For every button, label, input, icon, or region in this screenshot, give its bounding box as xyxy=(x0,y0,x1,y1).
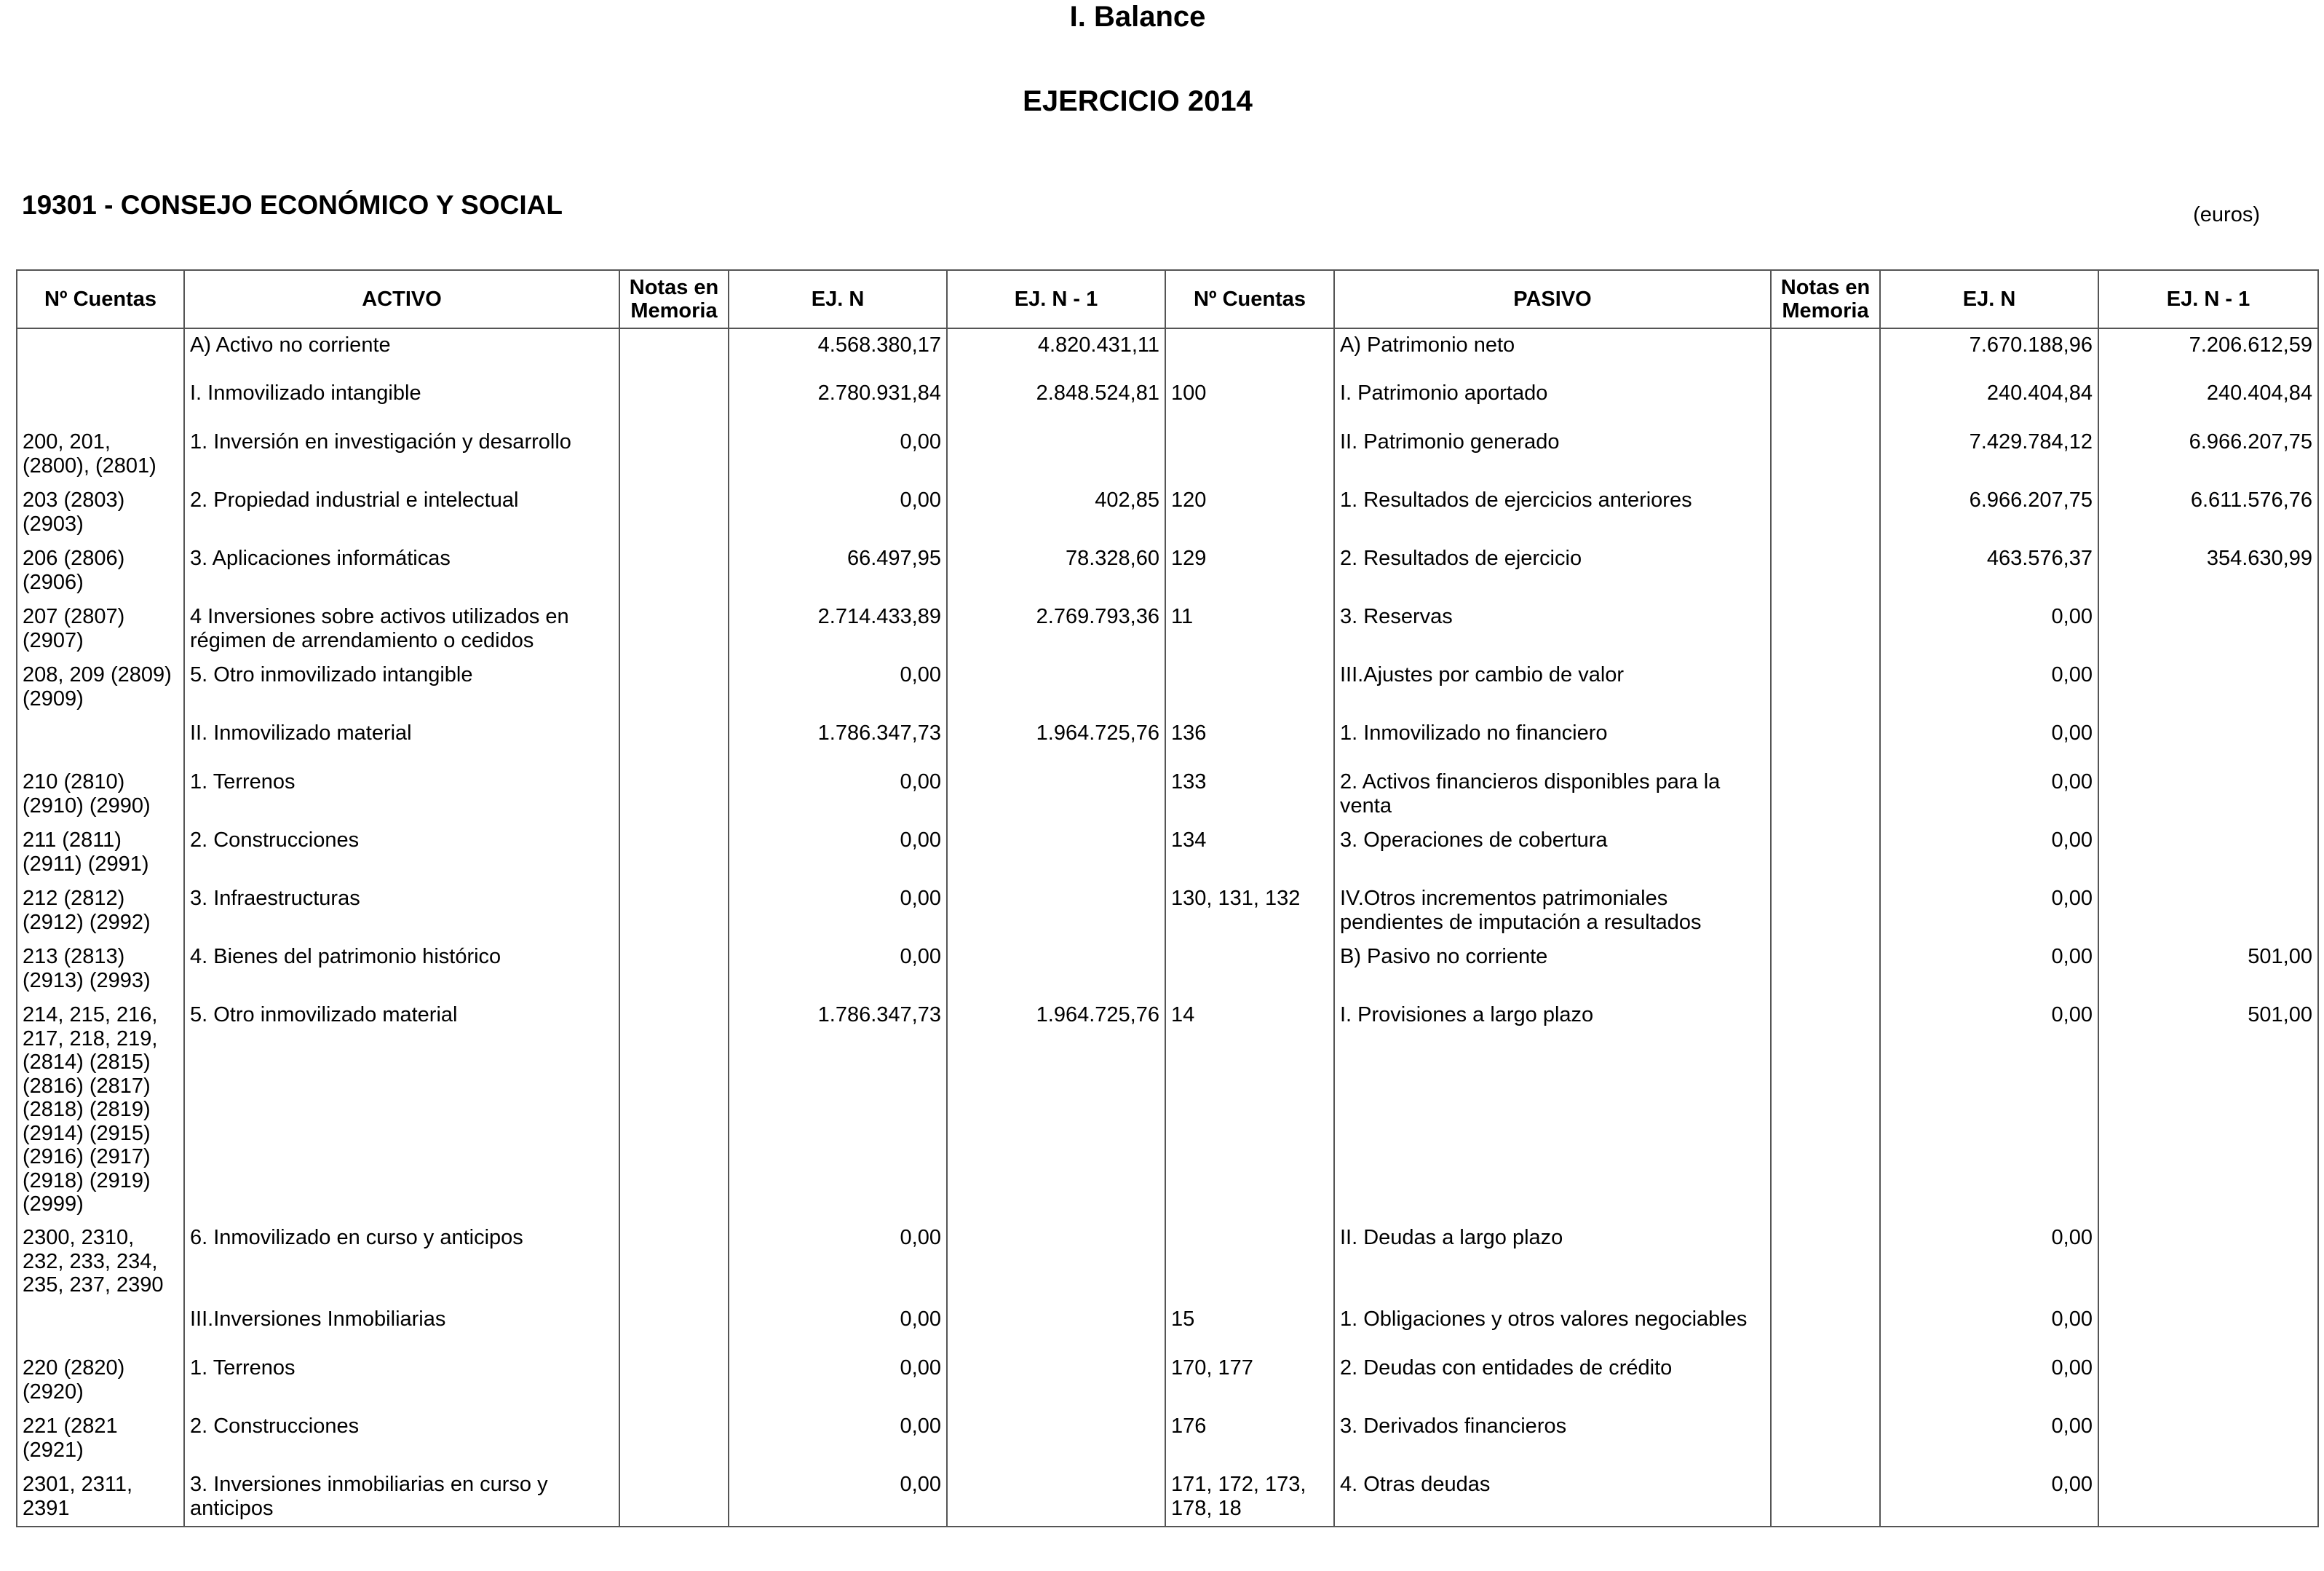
cell-cuentas-pasivo: 176 xyxy=(1165,1410,1334,1468)
cell-ej-n1-pasivo xyxy=(2098,717,2318,766)
cell-cuentas-activo: 206 (2806) (2906) xyxy=(17,542,184,601)
cell-cuentas-pasivo: 15 xyxy=(1165,1303,1334,1352)
cell-pasivo: B) Pasivo no corriente xyxy=(1334,941,1771,999)
cell-ej-n1-pasivo xyxy=(2098,1468,2318,1527)
cell-ej-n-pasivo: 0,00 xyxy=(1880,1410,2098,1468)
column-header-activo: ACTIVO xyxy=(184,270,619,328)
cell-ej-n-pasivo: 0,00 xyxy=(1880,999,2098,1222)
cell-activo: III.Inversiones Inmobiliarias xyxy=(184,1303,619,1352)
cell-notas-pasivo xyxy=(1771,941,1880,999)
cell-notas-activo xyxy=(619,1222,729,1303)
cell-ej-n1-pasivo: 6.611.576,76 xyxy=(2098,484,2318,542)
cell-ej-n1-pasivo: 501,00 xyxy=(2098,999,2318,1222)
cell-ej-n1-activo xyxy=(947,941,1165,999)
cell-pasivo: I. Provisiones a largo plazo xyxy=(1334,999,1771,1222)
cell-cuentas-pasivo: 136 xyxy=(1165,717,1334,766)
cell-ej-n1-pasivo xyxy=(2098,1303,2318,1352)
cell-notas-activo xyxy=(619,1410,729,1468)
cell-ej-n-activo: 0,00 xyxy=(729,824,947,882)
cell-activo: 6. Inmovilizado en curso y anticipos xyxy=(184,1222,619,1303)
cell-notas-pasivo xyxy=(1771,824,1880,882)
cell-notas-pasivo xyxy=(1771,377,1880,426)
cell-notas-activo xyxy=(619,1303,729,1352)
cell-cuentas-activo: 213 (2813) (2913) (2993) xyxy=(17,941,184,999)
cell-pasivo: 2. Activos financieros disponibles para la venta xyxy=(1334,766,1771,824)
cell-notas-activo xyxy=(619,941,729,999)
cell-ej-n1-pasivo xyxy=(2098,1352,2318,1410)
cell-notas-activo xyxy=(619,601,729,659)
cell-activo: 4. Bienes del patrimonio histórico xyxy=(184,941,619,999)
cell-cuentas-activo: 210 (2810) (2910) (2990) xyxy=(17,766,184,824)
table-header xyxy=(17,270,2318,328)
cell-notas-pasivo xyxy=(1771,1352,1880,1410)
cell-activo: II. Inmovilizado material xyxy=(184,717,619,766)
cell-ej-n1-pasivo xyxy=(2098,1410,2318,1468)
cell-ej-n1-pasivo xyxy=(2098,766,2318,824)
cell-notas-pasivo xyxy=(1771,717,1880,766)
cell-pasivo: 4. Otras deudas xyxy=(1334,1468,1771,1527)
cell-ej-n1-pasivo xyxy=(2098,1222,2318,1303)
cell-ej-n1-activo xyxy=(947,882,1165,941)
cell-ej-n1-pasivo xyxy=(2098,659,2318,717)
cell-cuentas-activo xyxy=(17,717,184,766)
cell-ej-n-pasivo: 240.404,84 xyxy=(1880,377,2098,426)
column-header-notas-activo: Notas en Memoria xyxy=(619,270,729,328)
cell-pasivo: II. Patrimonio generado xyxy=(1334,426,1771,484)
cell-notas-pasivo xyxy=(1771,542,1880,601)
cell-notas-activo xyxy=(619,824,729,882)
cell-notas-activo xyxy=(619,1352,729,1410)
cell-ej-n1-activo xyxy=(947,1222,1165,1303)
cell-notas-pasivo xyxy=(1771,1303,1880,1352)
table-row xyxy=(17,484,2318,542)
cell-ej-n1-pasivo xyxy=(2098,882,2318,941)
cell-notas-activo xyxy=(619,999,729,1222)
cell-activo: 3. Inversiones inmobiliarias en curso y anticipos xyxy=(184,1468,619,1527)
cell-ej-n-activo: 0,00 xyxy=(729,882,947,941)
cell-notas-pasivo xyxy=(1771,484,1880,542)
cell-cuentas-activo xyxy=(17,377,184,426)
cell-pasivo: 1. Resultados de ejercicios anteriores xyxy=(1334,484,1771,542)
cell-activo: I. Inmovilizado intangible xyxy=(184,377,619,426)
table-row xyxy=(17,1410,2318,1468)
cell-ej-n-activo: 0,00 xyxy=(729,484,947,542)
cell-ej-n1-activo xyxy=(947,659,1165,717)
cell-pasivo: 3. Operaciones de cobertura xyxy=(1334,824,1771,882)
cell-cuentas-pasivo xyxy=(1165,1222,1334,1303)
cell-cuentas-activo xyxy=(17,1303,184,1352)
cell-cuentas-activo xyxy=(17,328,184,377)
cell-ej-n-pasivo: 0,00 xyxy=(1880,766,2098,824)
cell-ej-n-pasivo: 0,00 xyxy=(1880,1303,2098,1352)
cell-pasivo: 2. Deudas con entidades de crédito xyxy=(1334,1352,1771,1410)
table-row xyxy=(17,1468,2318,1527)
cell-notas-pasivo xyxy=(1771,426,1880,484)
cell-notas-pasivo xyxy=(1771,328,1880,377)
cell-activo: 3. Aplicaciones informáticas xyxy=(184,542,619,601)
cell-ej-n-pasivo: 0,00 xyxy=(1880,882,2098,941)
currency-units: (euros) xyxy=(2193,203,2260,226)
cell-pasivo: IV.Otros incrementos patrimoniales pendientes de imputación a resultados xyxy=(1334,882,1771,941)
cell-activo: 2. Construcciones xyxy=(184,1410,619,1468)
cell-ej-n-activo: 2.714.433,89 xyxy=(729,601,947,659)
column-header-ej-n1-pasivo: EJ. N - 1 xyxy=(2098,270,2318,328)
cell-cuentas-activo: 221 (2821 (2921) xyxy=(17,1410,184,1468)
cell-ej-n1-activo: 1.964.725,76 xyxy=(947,717,1165,766)
cell-ej-n1-pasivo: 7.206.612,59 xyxy=(2098,328,2318,377)
cell-ej-n1-pasivo: 240.404,84 xyxy=(2098,377,2318,426)
cell-activo: 1. Terrenos xyxy=(184,766,619,824)
cell-pasivo: I. Patrimonio aportado xyxy=(1334,377,1771,426)
cell-ej-n1-activo xyxy=(947,1303,1165,1352)
cell-ej-n-pasivo: 0,00 xyxy=(1880,824,2098,882)
cell-cuentas-pasivo: 120 xyxy=(1165,484,1334,542)
cell-pasivo: 2. Resultados de ejercicio xyxy=(1334,542,1771,601)
cell-notas-activo xyxy=(619,426,729,484)
cell-notas-pasivo xyxy=(1771,1410,1880,1468)
cell-ej-n1-activo xyxy=(947,1352,1165,1410)
column-header-ej-n1-activo: EJ. N - 1 xyxy=(947,270,1165,328)
cell-ej-n-pasivo: 7.429.784,12 xyxy=(1880,426,2098,484)
cell-ej-n1-activo xyxy=(947,824,1165,882)
cell-ej-n-pasivo: 0,00 xyxy=(1880,1352,2098,1410)
cell-cuentas-pasivo: 130, 131, 132 xyxy=(1165,882,1334,941)
cell-ej-n1-pasivo: 354.630,99 xyxy=(2098,542,2318,601)
cell-cuentas-activo: 220 (2820) (2920) xyxy=(17,1352,184,1410)
document-title: I. Balance xyxy=(1069,1,1206,33)
cell-notas-activo xyxy=(619,882,729,941)
cell-notas-activo xyxy=(619,717,729,766)
cell-ej-n-activo: 0,00 xyxy=(729,766,947,824)
cell-notas-activo xyxy=(619,1468,729,1527)
cell-ej-n-pasivo: 0,00 xyxy=(1880,659,2098,717)
cell-ej-n1-activo: 402,85 xyxy=(947,484,1165,542)
cell-ej-n-activo: 0,00 xyxy=(729,1410,947,1468)
exercise-title: EJERCICIO 2014 xyxy=(1023,85,1253,117)
column-header-notas-pasivo: Notas en Memoria xyxy=(1771,270,1880,328)
cell-ej-n1-activo: 4.820.431,11 xyxy=(947,328,1165,377)
cell-cuentas-pasivo xyxy=(1165,659,1334,717)
cell-notas-pasivo xyxy=(1771,601,1880,659)
cell-cuentas-pasivo xyxy=(1165,426,1334,484)
cell-ej-n-pasivo: 0,00 xyxy=(1880,1222,2098,1303)
cell-cuentas-activo: 200, 201, (2800), (2801) xyxy=(17,426,184,484)
cell-notas-pasivo xyxy=(1771,882,1880,941)
cell-cuentas-pasivo: 133 xyxy=(1165,766,1334,824)
cell-notas-pasivo xyxy=(1771,999,1880,1222)
cell-ej-n-pasivo: 0,00 xyxy=(1880,717,2098,766)
cell-cuentas-pasivo: 100 xyxy=(1165,377,1334,426)
cell-ej-n-activo: 0,00 xyxy=(729,1303,947,1352)
cell-notas-activo xyxy=(619,377,729,426)
cell-ej-n-activo: 1.786.347,73 xyxy=(729,717,947,766)
cell-activo: 5. Otro inmovilizado intangible xyxy=(184,659,619,717)
cell-ej-n-activo: 0,00 xyxy=(729,426,947,484)
cell-ej-n-activo: 0,00 xyxy=(729,659,947,717)
table-body xyxy=(17,328,2318,1527)
cell-ej-n1-activo: 2.848.524,81 xyxy=(947,377,1165,426)
cell-cuentas-activo: 214, 215, 216, 217, 218, 219, (2814) (2815) (2816) (2817) (2818) (2819) (2914) (2915) (2916) (2917) (2918) (2919) (2999) xyxy=(17,999,184,1222)
cell-cuentas-activo: 2300, 2310, 232, 233, 234, 235, 237, 2390 xyxy=(17,1222,184,1303)
cell-pasivo: 1. Obligaciones y otros valores negociables xyxy=(1334,1303,1771,1352)
table-row xyxy=(17,1222,2318,1303)
cell-pasivo: A) Patrimonio neto xyxy=(1334,328,1771,377)
cell-ej-n1-activo xyxy=(947,1468,1165,1527)
cell-notas-pasivo xyxy=(1771,1468,1880,1527)
cell-cuentas-pasivo: 129 xyxy=(1165,542,1334,601)
table-row xyxy=(17,882,2318,941)
entity-name: 19301 - CONSEJO ECONÓMICO Y SOCIAL xyxy=(22,190,563,220)
cell-cuentas-activo: 203 (2803) (2903) xyxy=(17,484,184,542)
cell-ej-n-pasivo: 0,00 xyxy=(1880,1468,2098,1527)
cell-ej-n-activo: 0,00 xyxy=(729,1222,947,1303)
cell-ej-n1-activo: 1.964.725,76 xyxy=(947,999,1165,1222)
cell-cuentas-activo: 211 (2811) (2911) (2991) xyxy=(17,824,184,882)
cell-cuentas-pasivo: 11 xyxy=(1165,601,1334,659)
cell-ej-n-activo: 4.568.380,17 xyxy=(729,328,947,377)
table-row xyxy=(17,766,2318,824)
cell-cuentas-activo: 2301, 2311, 2391 xyxy=(17,1468,184,1527)
cell-ej-n-activo: 0,00 xyxy=(729,1468,947,1527)
cell-activo: 1. Terrenos xyxy=(184,1352,619,1410)
cell-notas-activo xyxy=(619,542,729,601)
cell-ej-n-activo: 0,00 xyxy=(729,941,947,999)
balance-table xyxy=(16,269,2319,1527)
table-row xyxy=(17,717,2318,766)
table-row xyxy=(17,941,2318,999)
cell-ej-n-pasivo: 6.966.207,75 xyxy=(1880,484,2098,542)
cell-activo: 1. Inversión en investigación y desarrollo xyxy=(184,426,619,484)
cell-notas-pasivo xyxy=(1771,1222,1880,1303)
table-row xyxy=(17,426,2318,484)
cell-activo: A) Activo no corriente xyxy=(184,328,619,377)
cell-pasivo: 3. Derivados financieros xyxy=(1334,1410,1771,1468)
cell-notas-activo xyxy=(619,484,729,542)
cell-activo: 5. Otro inmovilizado material xyxy=(184,999,619,1222)
table-row xyxy=(17,1303,2318,1352)
cell-ej-n-activo: 1.786.347,73 xyxy=(729,999,947,1222)
cell-notas-activo xyxy=(619,659,729,717)
table-row xyxy=(17,328,2318,377)
cell-activo: 4 Inversiones sobre activos utilizados en régimen de arrendamiento o cedidos xyxy=(184,601,619,659)
table-row xyxy=(17,542,2318,601)
cell-notas-activo xyxy=(619,766,729,824)
table-row xyxy=(17,1352,2318,1410)
header-row xyxy=(17,270,2318,328)
cell-pasivo: 1. Inmovilizado no financiero xyxy=(1334,717,1771,766)
cell-ej-n-pasivo: 0,00 xyxy=(1880,601,2098,659)
cell-cuentas-activo: 212 (2812) (2912) (2992) xyxy=(17,882,184,941)
cell-cuentas-pasivo xyxy=(1165,941,1334,999)
table-row xyxy=(17,601,2318,659)
table-row xyxy=(17,999,2318,1222)
table-row xyxy=(17,824,2318,882)
cell-ej-n-activo: 66.497,95 xyxy=(729,542,947,601)
cell-pasivo: III.Ajustes por cambio de valor xyxy=(1334,659,1771,717)
cell-pasivo: 3. Reservas xyxy=(1334,601,1771,659)
cell-notas-pasivo xyxy=(1771,766,1880,824)
cell-ej-n-pasivo: 7.670.188,96 xyxy=(1880,328,2098,377)
cell-cuentas-pasivo: 134 xyxy=(1165,824,1334,882)
cell-ej-n1-activo xyxy=(947,1410,1165,1468)
cell-cuentas-pasivo xyxy=(1165,328,1334,377)
column-header-cuentas-pasivo: Nº Cuentas xyxy=(1165,270,1334,328)
cell-ej-n1-pasivo: 501,00 xyxy=(2098,941,2318,999)
column-header-ej-n-pasivo: EJ. N xyxy=(1880,270,2098,328)
cell-cuentas-pasivo: 171, 172, 173, 178, 18 xyxy=(1165,1468,1334,1527)
column-header-cuentas-activo: Nº Cuentas xyxy=(17,270,184,328)
cell-ej-n1-activo xyxy=(947,766,1165,824)
table-row xyxy=(17,377,2318,426)
cell-ej-n1-activo: 2.769.793,36 xyxy=(947,601,1165,659)
cell-cuentas-activo: 208, 209 (2809) (2909) xyxy=(17,659,184,717)
cell-ej-n1-pasivo xyxy=(2098,824,2318,882)
column-header-ej-n-activo: EJ. N xyxy=(729,270,947,328)
cell-ej-n1-pasivo: 6.966.207,75 xyxy=(2098,426,2318,484)
cell-ej-n-activo: 0,00 xyxy=(729,1352,947,1410)
cell-ej-n-pasivo: 0,00 xyxy=(1880,941,2098,999)
cell-pasivo: II. Deudas a largo plazo xyxy=(1334,1222,1771,1303)
cell-cuentas-activo: 207 (2807) (2907) xyxy=(17,601,184,659)
column-header-pasivo: PASIVO xyxy=(1334,270,1771,328)
cell-activo: 3. Infraestructuras xyxy=(184,882,619,941)
cell-activo: 2. Propiedad industrial e intelectual xyxy=(184,484,619,542)
cell-cuentas-pasivo: 170, 177 xyxy=(1165,1352,1334,1410)
cell-ej-n-pasivo: 463.576,37 xyxy=(1880,542,2098,601)
cell-notas-activo xyxy=(619,328,729,377)
cell-notas-pasivo xyxy=(1771,659,1880,717)
cell-ej-n1-activo xyxy=(947,426,1165,484)
cell-activo: 2. Construcciones xyxy=(184,824,619,882)
table-row xyxy=(17,659,2318,717)
cell-ej-n-activo: 2.780.931,84 xyxy=(729,377,947,426)
cell-cuentas-pasivo: 14 xyxy=(1165,999,1334,1222)
cell-ej-n1-activo: 78.328,60 xyxy=(947,542,1165,601)
cell-ej-n1-pasivo xyxy=(2098,601,2318,659)
